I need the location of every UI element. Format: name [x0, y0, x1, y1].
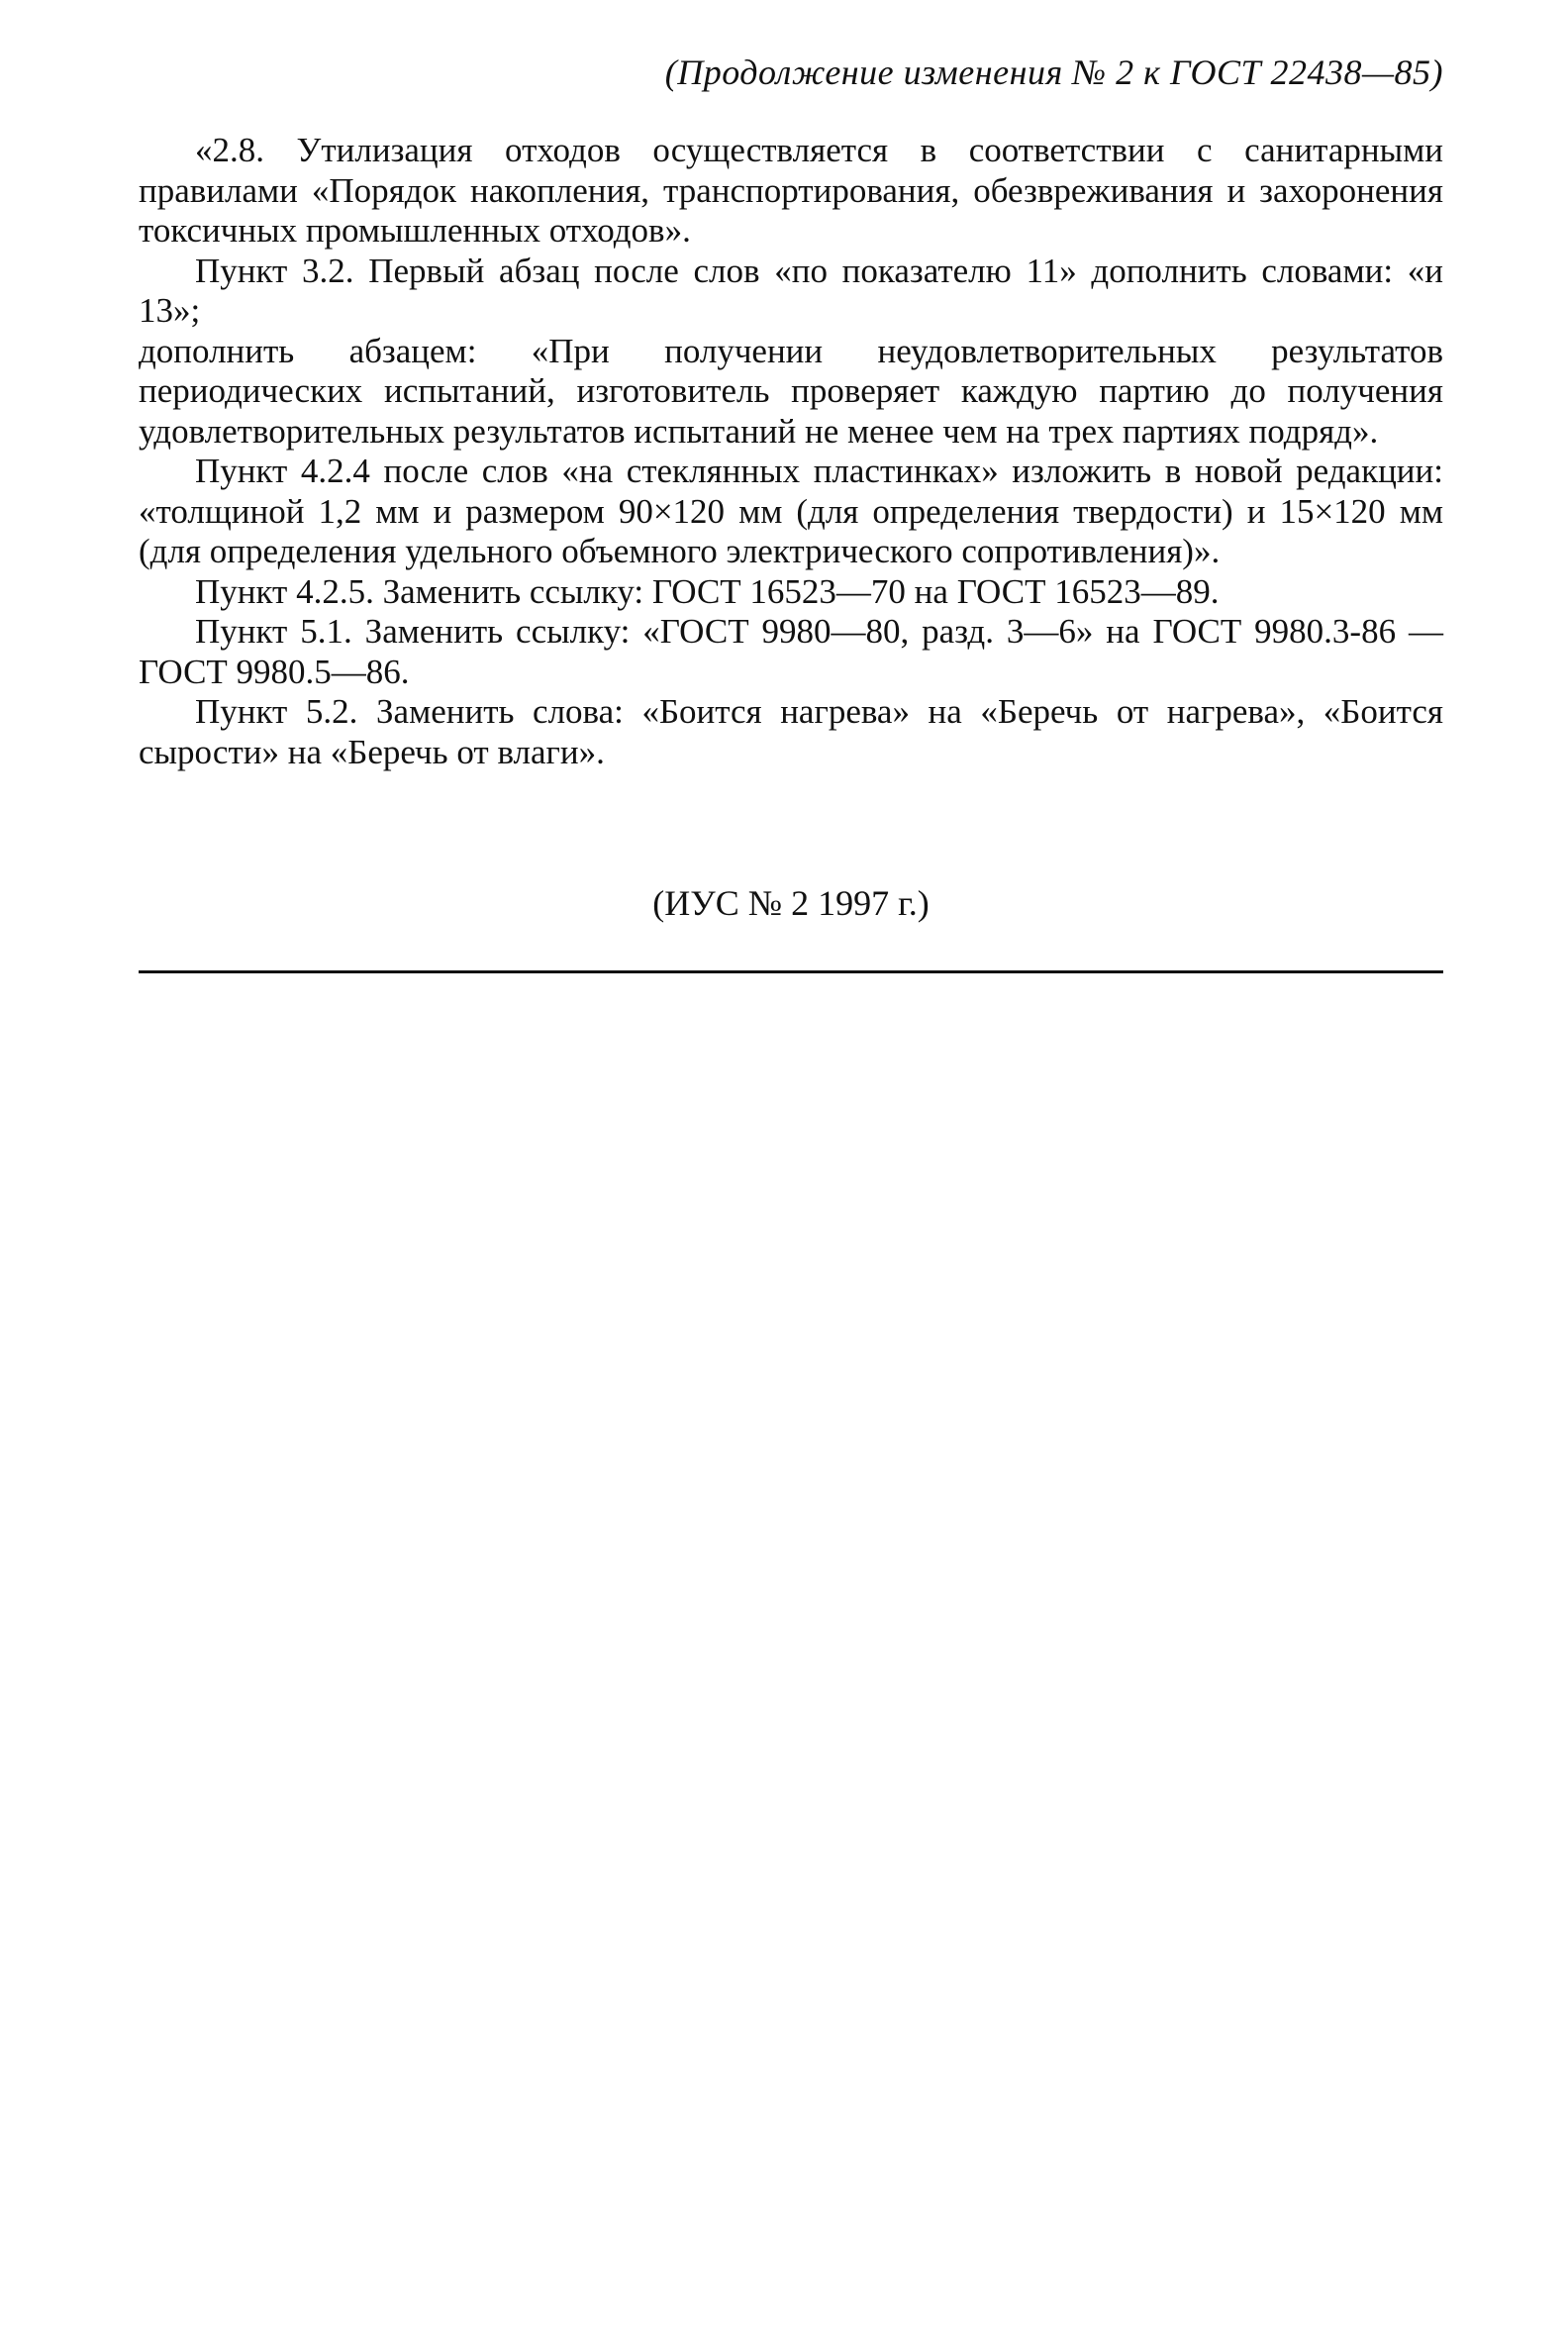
paragraph-clause-3-2: Пункт 3.2. Первый абзац после слов «по показателю 11» дополнить словами: «и 13»; [139, 251, 1443, 330]
paragraph-clause-4-2-5: Пункт 4.2.5. Заменить ссылку: ГОСТ 16523—70 на ГОСТ 16523—89. [195, 571, 1220, 611]
continuation-header: (Продолжение изменения № 2 к ГОСТ 22438—85) [664, 52, 1443, 92]
paragraph-clause-3-2-addition: дополнить абзацем: «При получении неудовлетворительных результатов периодических испытаний, изготовитель проверяет каждую партию до получения удовлетворительных результатов испытаний не менее чем на трех партиях подряд». [139, 331, 1443, 451]
amendment-text [139, 131, 1443, 772]
paragraph-clause-5-2: Пункт 5.2. Заменить слова: «Боится нагрева» на «Беречь от нагрева», «Боится сырости» на «Беречь от влаги». [139, 692, 1443, 771]
paragraph-waste-disposal: «2.8. Утилизация отходов осуществляется в соответствии с санитарными правилами «Порядок накопления, транспортирования, обезвреживания и захоронения токсичных промышленных отходов». [139, 131, 1443, 250]
closing-divider [139, 970, 1443, 973]
paragraph-clause-5-1: Пункт 5.1. Заменить ссылку: «ГОСТ 9980—80, разд. 3—6» на ГОСТ 9980.3-86 — ГОСТ 9980.5—86. [139, 612, 1443, 691]
paragraph-clause-4-2-4: Пункт 4.2.4 после слов «на стеклянных пластинках» изложить в новой редакции: «толщиной 1,2 мм и размером 90×120 мм (для определения твердости) и 15×120 мм (для определения удельного объемного электрического сопротивления)». [139, 452, 1443, 570]
source-note: (ИУС № 2 1997 г.) [652, 883, 930, 923]
